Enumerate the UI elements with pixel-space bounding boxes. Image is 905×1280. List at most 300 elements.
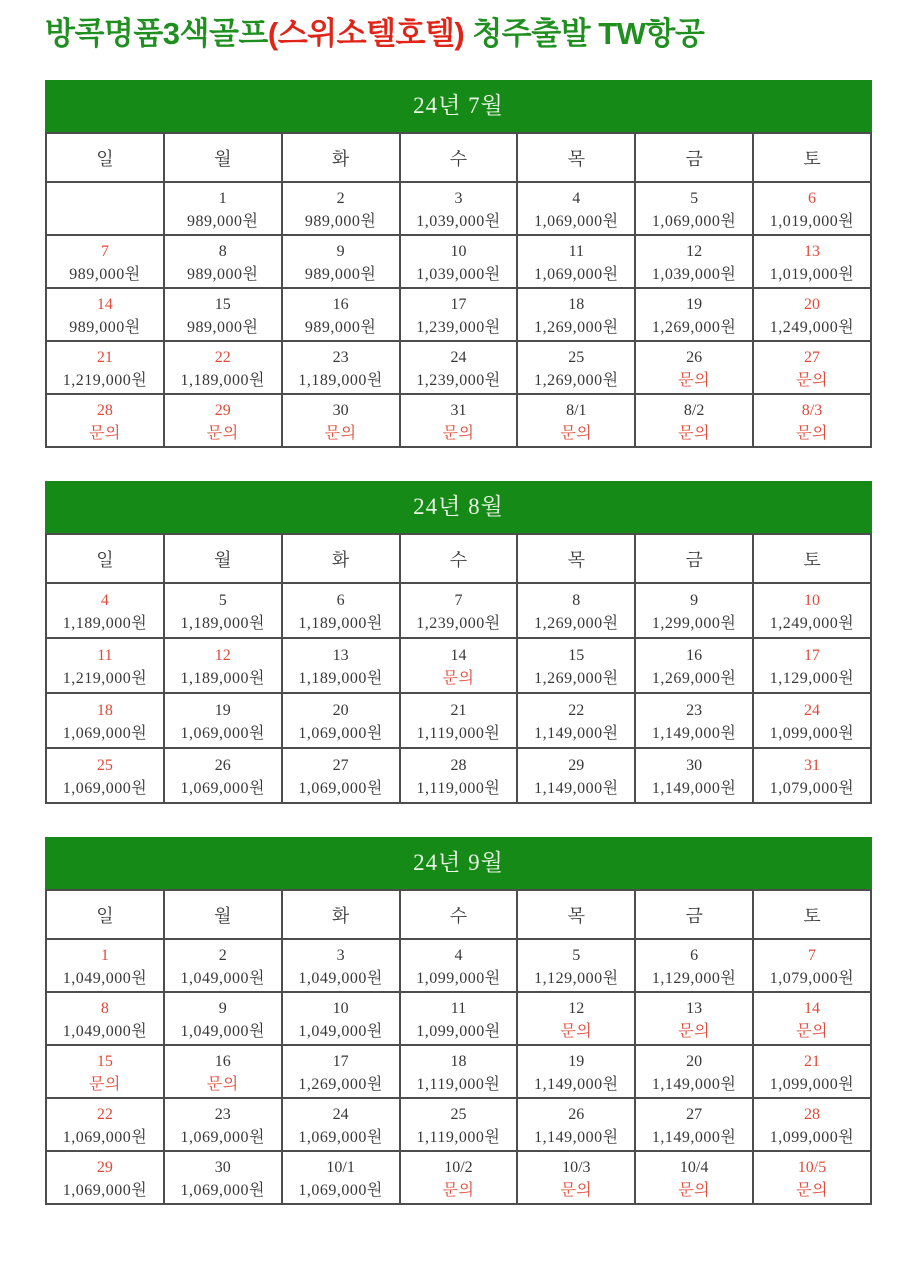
calendar-day-cell xyxy=(753,182,871,235)
date-label: 26 xyxy=(686,348,703,366)
price-label: 1,049,000원 xyxy=(298,969,383,987)
inquiry-label: 문의 xyxy=(796,1181,828,1199)
date-label: 29 xyxy=(568,756,585,774)
date-label: 24 xyxy=(804,701,821,719)
price-label: 1,039,000원 xyxy=(416,265,501,283)
calendar-day-cell xyxy=(164,638,282,693)
date-label: 2 xyxy=(218,946,227,964)
calendar-day-cell xyxy=(282,693,400,748)
month-header-august: 24년 8월 xyxy=(45,481,872,533)
price-label: 1,149,000원 xyxy=(534,1075,619,1093)
date-label: 17 xyxy=(450,295,467,313)
inquiry-label: 문의 xyxy=(560,1181,593,1199)
calendar-week-row xyxy=(46,394,871,447)
inquiry-label: 문의 xyxy=(206,1075,239,1093)
calendar-day-cell xyxy=(635,288,753,341)
date-label: 3 xyxy=(454,189,463,207)
inquiry-label: 문의 xyxy=(206,424,239,442)
date-label: 16 xyxy=(332,295,349,313)
price-label: 1,239,000원 xyxy=(416,614,501,632)
calendar-day-cell xyxy=(753,748,871,803)
price-label: 1,079,000원 xyxy=(769,779,855,797)
inquiry-label: 문의 xyxy=(678,1022,711,1040)
calendar-day-cell xyxy=(282,1151,400,1204)
calendar-day-cell xyxy=(282,939,400,992)
price-label: 1,119,000원 xyxy=(416,724,501,742)
date-label: 20 xyxy=(804,295,821,313)
calendar-day-cell xyxy=(517,1045,635,1098)
price-label: 1,149,000원 xyxy=(651,779,737,797)
calendar-month-july xyxy=(45,80,872,448)
price-label: 1,119,000원 xyxy=(416,1128,501,1146)
calendar-day-cell xyxy=(164,693,282,748)
date-label: 20 xyxy=(686,1052,703,1070)
calendar-day-cell xyxy=(164,992,282,1045)
price-label: 1,129,000원 xyxy=(651,969,737,987)
calendar-day-cell xyxy=(46,583,164,638)
date-label: 10/3 xyxy=(562,1158,591,1176)
calendar-day-cell xyxy=(282,1098,400,1151)
date-label: 16 xyxy=(686,646,703,664)
price-label: 989,000원 xyxy=(187,318,259,336)
date-label: 26 xyxy=(214,756,231,774)
date-label: 13 xyxy=(686,999,703,1017)
calendar-day-cell xyxy=(753,1151,871,1204)
calendar-day-cell xyxy=(46,1098,164,1151)
calendar-day-cell xyxy=(164,583,282,638)
calendar-day-cell xyxy=(164,288,282,341)
calendar-day-cell xyxy=(517,394,635,447)
inquiry-label: 문의 xyxy=(796,424,828,442)
inquiry-label: 문의 xyxy=(88,424,121,442)
date-label: 21 xyxy=(450,701,467,719)
date-label: 16 xyxy=(214,1052,231,1070)
date-label: 6 xyxy=(690,946,699,964)
date-label: 13 xyxy=(804,242,821,260)
calendar-day-cell xyxy=(753,235,871,288)
calendar-day-cell xyxy=(400,394,518,447)
date-label: 23 xyxy=(686,701,703,719)
calendar-day-cell xyxy=(635,583,753,638)
weekday-label-1: 월 xyxy=(164,133,282,182)
price-label: 1,069,000원 xyxy=(180,1128,265,1146)
date-label: 4 xyxy=(572,189,581,207)
weekday-label-4: 목 xyxy=(517,534,635,583)
price-label: 1,049,000원 xyxy=(62,969,148,987)
weekday-label-4: 목 xyxy=(517,890,635,939)
calendar-week-row xyxy=(46,693,871,748)
calendar-month-september xyxy=(45,837,872,1205)
calendar-day-cell xyxy=(635,693,753,748)
date-label: 31 xyxy=(804,756,821,774)
calendar-day-cell xyxy=(400,341,518,394)
date-label: 3 xyxy=(336,946,345,964)
date-label: 5 xyxy=(572,946,581,964)
price-label: 1,129,000원 xyxy=(769,669,855,687)
date-label: 15 xyxy=(568,646,585,664)
calendar-day-cell xyxy=(400,939,518,992)
price-label: 989,000원 xyxy=(304,318,377,336)
price-label: 1,219,000원 xyxy=(62,669,148,687)
calendar-day-cell xyxy=(635,992,753,1045)
price-label: 1,129,000원 xyxy=(534,969,619,987)
calendar-day-cell xyxy=(282,288,400,341)
date-label: 28 xyxy=(450,756,467,774)
weekday-label-0: 일 xyxy=(46,890,164,939)
date-label: 8/1 xyxy=(566,401,587,419)
calendar-day-cell xyxy=(635,1098,753,1151)
price-label: 989,000원 xyxy=(187,265,259,283)
price-label: 1,119,000원 xyxy=(416,779,501,797)
date-label: 30 xyxy=(332,401,349,419)
calendar-week-row xyxy=(46,992,871,1045)
calendar-day-cell xyxy=(400,288,518,341)
date-label: 9 xyxy=(336,242,345,260)
calendar-day-cell xyxy=(400,638,518,693)
calendar-day-cell xyxy=(400,992,518,1045)
date-label: 24 xyxy=(332,1105,349,1123)
date-label: 22 xyxy=(214,348,231,366)
price-label: 1,069,000원 xyxy=(298,1128,383,1146)
inquiry-label: 문의 xyxy=(678,371,711,389)
page-title xyxy=(45,14,905,54)
calendar-day-cell xyxy=(282,748,400,803)
price-label: 1,069,000원 xyxy=(651,212,737,230)
price-label: 1,069,000원 xyxy=(62,1128,148,1146)
date-label: 8 xyxy=(218,242,227,260)
date-label: 29 xyxy=(96,1158,113,1176)
calendar-day-cell xyxy=(753,638,871,693)
price-label: 1,069,000원 xyxy=(180,1181,265,1199)
price-label: 1,249,000원 xyxy=(769,614,855,632)
price-label: 1,269,000원 xyxy=(534,669,619,687)
calendar-day-cell xyxy=(753,394,871,447)
calendar-day-cell xyxy=(635,939,753,992)
price-label: 989,000원 xyxy=(187,212,259,230)
calendar-day-cell xyxy=(282,235,400,288)
calendar-day-cell xyxy=(517,939,635,992)
calendar-day-cell xyxy=(46,939,164,992)
calendar-week-row xyxy=(46,341,871,394)
date-label: 31 xyxy=(450,401,467,419)
weekday-label-6: 토 xyxy=(753,133,871,182)
date-label: 14 xyxy=(96,295,113,313)
calendar-day-cell xyxy=(46,341,164,394)
inquiry-label: 문의 xyxy=(88,1075,121,1093)
inquiry-label: 문의 xyxy=(560,424,593,442)
price-label: 1,049,000원 xyxy=(62,1022,148,1040)
date-label: 4 xyxy=(100,591,109,609)
calendar-day-cell xyxy=(753,939,871,992)
month-header-july: 24년 7월 xyxy=(45,80,872,132)
price-label: 1,269,000원 xyxy=(651,318,737,336)
price-label: 1,189,000원 xyxy=(298,614,383,632)
calendar-week-row xyxy=(46,1098,871,1151)
price-label: 1,049,000원 xyxy=(180,1022,265,1040)
date-label: 5 xyxy=(690,189,699,207)
price-label: 989,000원 xyxy=(69,265,141,283)
calendar-day-cell xyxy=(282,992,400,1045)
price-label: 1,039,000원 xyxy=(651,265,737,283)
calendar-day-cell xyxy=(46,748,164,803)
calendar-day-cell xyxy=(164,235,282,288)
calendar-day-cell xyxy=(517,235,635,288)
weekday-label-1: 월 xyxy=(164,890,282,939)
price-label: 1,189,000원 xyxy=(62,614,148,632)
calendar-day-cell xyxy=(635,748,753,803)
calendar-day-cell xyxy=(46,394,164,447)
calendar-day-cell xyxy=(753,1098,871,1151)
calendar-day-cell xyxy=(164,1045,282,1098)
weekday-label-2: 화 xyxy=(282,890,400,939)
calendar-day-cell xyxy=(400,1045,518,1098)
weekday-label-2: 화 xyxy=(282,534,400,583)
calendar-table-july xyxy=(45,132,872,448)
date-label: 21 xyxy=(804,1052,821,1070)
inquiry-label: 문의 xyxy=(678,424,711,442)
date-label: 17 xyxy=(332,1052,349,1070)
inquiry-label: 문의 xyxy=(442,1181,475,1199)
date-label: 18 xyxy=(568,295,585,313)
price-label: 1,119,000원 xyxy=(416,1075,501,1093)
date-label: 18 xyxy=(96,701,113,719)
date-label: 11 xyxy=(97,646,113,664)
date-label: 26 xyxy=(568,1105,585,1123)
price-label: 1,149,000원 xyxy=(651,1075,737,1093)
calendar-day-cell xyxy=(517,992,635,1045)
calendar-day-cell xyxy=(46,235,164,288)
price-label: 1,099,000원 xyxy=(416,1022,501,1040)
price-label: 1,019,000원 xyxy=(769,265,855,283)
date-label: 28 xyxy=(96,401,113,419)
weekday-label-6: 토 xyxy=(753,534,871,583)
calendar-week-row xyxy=(46,939,871,992)
calendar-day-cell xyxy=(517,1098,635,1151)
calendar-day-cell xyxy=(282,341,400,394)
date-label: 22 xyxy=(568,701,585,719)
date-label: 10/1 xyxy=(326,1158,355,1176)
price-label: 1,049,000원 xyxy=(180,969,265,987)
price-label: 1,079,000원 xyxy=(769,969,855,987)
price-label: 1,069,000원 xyxy=(298,1181,383,1199)
calendar-day-cell xyxy=(400,1098,518,1151)
price-label: 1,069,000원 xyxy=(298,779,383,797)
calendar-day-cell xyxy=(282,583,400,638)
calendar-day-cell xyxy=(517,748,635,803)
calendar-day-cell xyxy=(753,288,871,341)
price-label: 1,189,000원 xyxy=(180,614,265,632)
date-label: 6 xyxy=(808,189,817,207)
weekday-label-0: 일 xyxy=(46,133,164,182)
title-red-part: (스위소텔호텔) xyxy=(267,16,465,51)
price-label: 1,069,000원 xyxy=(180,724,265,742)
price-label: 1,269,000원 xyxy=(651,669,737,687)
price-label: 1,269,000원 xyxy=(298,1075,383,1093)
calendar-day-cell xyxy=(753,341,871,394)
inquiry-label: 문의 xyxy=(442,669,475,687)
calendar-day-cell xyxy=(400,583,518,638)
date-label: 30 xyxy=(214,1158,231,1176)
weekday-header-row xyxy=(46,534,871,583)
calendar-day-cell xyxy=(400,235,518,288)
calendar-week-row xyxy=(46,638,871,693)
weekday-label-5: 금 xyxy=(635,133,753,182)
date-label: 10 xyxy=(450,242,467,260)
date-label: 9 xyxy=(218,999,227,1017)
price-label: 1,249,000원 xyxy=(769,318,855,336)
price-label: 1,149,000원 xyxy=(534,724,619,742)
date-label: 15 xyxy=(214,295,231,313)
calendar-day-cell xyxy=(282,638,400,693)
calendar-day-cell xyxy=(635,341,753,394)
price-label: 1,049,000원 xyxy=(298,1022,383,1040)
inquiry-label: 문의 xyxy=(678,1181,711,1199)
inquiry-label: 문의 xyxy=(796,1022,828,1040)
date-label: 10 xyxy=(332,999,349,1017)
calendar-day-cell xyxy=(46,992,164,1045)
calendar-month-august xyxy=(45,481,872,804)
calendar-day-cell xyxy=(164,1098,282,1151)
date-label: 15 xyxy=(96,1052,113,1070)
calendar-day-cell xyxy=(46,288,164,341)
calendar-day-cell xyxy=(635,1045,753,1098)
date-label: 8/2 xyxy=(683,401,705,419)
date-label: 6 xyxy=(336,591,345,609)
date-label: 27 xyxy=(332,756,349,774)
date-label: 7 xyxy=(808,946,817,964)
calendar-day-cell xyxy=(635,638,753,693)
calendar-week-row xyxy=(46,1045,871,1098)
price-label: 1,239,000원 xyxy=(416,318,501,336)
calendar-day-cell xyxy=(46,1151,164,1204)
date-label: 4 xyxy=(454,946,463,964)
date-label: 25 xyxy=(568,348,585,366)
price-label: 1,269,000원 xyxy=(534,371,619,389)
date-label: 8/3 xyxy=(801,401,823,419)
calendar-day-cell xyxy=(46,638,164,693)
date-label: 10/4 xyxy=(679,1158,709,1176)
date-label: 27 xyxy=(804,348,821,366)
calendar-day-cell xyxy=(46,693,164,748)
date-label: 11 xyxy=(568,242,584,260)
calendar-day-cell xyxy=(517,1151,635,1204)
date-label: 1 xyxy=(100,946,109,964)
weekday-label-3: 수 xyxy=(400,890,518,939)
date-label: 9 xyxy=(690,591,699,609)
calendar-day-cell xyxy=(164,1151,282,1204)
weekday-label-0: 일 xyxy=(46,534,164,583)
price-label: 989,000원 xyxy=(304,212,377,230)
calendar-week-row xyxy=(46,235,871,288)
calendar-day-cell xyxy=(164,394,282,447)
price-label: 1,069,000원 xyxy=(534,265,619,283)
date-label: 14 xyxy=(804,999,821,1017)
calendar-day-cell xyxy=(517,638,635,693)
price-label: 1,189,000원 xyxy=(298,669,383,687)
calendar-day-cell xyxy=(282,182,400,235)
date-label: 21 xyxy=(96,348,113,366)
price-label: 1,149,000원 xyxy=(651,1128,737,1146)
price-label: 1,269,000원 xyxy=(534,614,619,632)
calendar-week-row xyxy=(46,748,871,803)
date-label: 11 xyxy=(450,999,467,1017)
date-label: 10 xyxy=(804,591,821,609)
inquiry-label: 문의 xyxy=(560,1022,593,1040)
date-label: 8 xyxy=(100,999,109,1017)
calendar-day-cell xyxy=(164,748,282,803)
date-label: 5 xyxy=(218,591,227,609)
weekday-label-3: 수 xyxy=(400,133,518,182)
calendar-day-cell xyxy=(517,693,635,748)
calendar-day-cell xyxy=(635,235,753,288)
price-label: 1,069,000원 xyxy=(298,724,383,742)
weekday-header-row xyxy=(46,133,871,182)
weekday-header-row xyxy=(46,890,871,939)
weekday-label-2: 화 xyxy=(282,133,400,182)
month-header-september: 24년 9월 xyxy=(45,837,872,889)
title-green-part-1: 방콕명품3색골프 xyxy=(45,16,268,51)
calendar-day-cell xyxy=(517,583,635,638)
price-label: 1,189,000원 xyxy=(298,371,383,389)
calendar-day-cell xyxy=(517,288,635,341)
calendar-table-september xyxy=(45,889,872,1205)
price-label: 989,000원 xyxy=(304,265,377,283)
calendar-day-cell xyxy=(517,182,635,235)
date-label: 10/5 xyxy=(797,1158,827,1176)
weekday-label-1: 월 xyxy=(164,534,282,583)
price-label: 1,219,000원 xyxy=(62,371,148,389)
price-label: 1,189,000원 xyxy=(180,371,265,389)
price-label: 1,299,000원 xyxy=(651,614,737,632)
date-label: 14 xyxy=(450,646,467,664)
calendar-day-cell xyxy=(46,182,164,235)
date-label: 27 xyxy=(686,1105,703,1123)
weekday-label-4: 목 xyxy=(517,133,635,182)
calendar-day-cell xyxy=(164,341,282,394)
date-label: 13 xyxy=(332,646,349,664)
weekday-label-5: 금 xyxy=(635,534,753,583)
date-label: 24 xyxy=(450,348,467,366)
date-label: 12 xyxy=(686,242,703,260)
price-label: 1,269,000원 xyxy=(534,318,619,336)
calendar-day-cell xyxy=(400,182,518,235)
date-label: 23 xyxy=(332,348,349,366)
price-label: 1,069,000원 xyxy=(62,1181,148,1199)
date-label: 25 xyxy=(450,1105,467,1123)
date-label: 12 xyxy=(568,999,585,1017)
calendar-day-cell xyxy=(753,583,871,638)
calendar-day-cell xyxy=(282,394,400,447)
calendar-day-cell xyxy=(400,748,518,803)
price-label: 1,099,000원 xyxy=(769,1128,855,1146)
calendar-day-cell xyxy=(635,1151,753,1204)
calendar-day-cell xyxy=(282,1045,400,1098)
price-label: 1,149,000원 xyxy=(534,1128,619,1146)
calendar-week-row xyxy=(46,583,871,638)
price-label: 1,099,000원 xyxy=(769,724,855,742)
date-label: 22 xyxy=(96,1105,113,1123)
price-label: 989,000원 xyxy=(69,318,141,336)
date-label: 8 xyxy=(572,591,581,609)
price-label: 1,099,000원 xyxy=(416,969,501,987)
price-label: 1,019,000원 xyxy=(769,212,855,230)
date-label: 20 xyxy=(332,701,349,719)
calendar-day-cell xyxy=(46,1045,164,1098)
date-label: 1 xyxy=(218,189,227,207)
calendar-day-cell xyxy=(753,1045,871,1098)
date-label: 19 xyxy=(214,701,231,719)
calendar-day-cell xyxy=(164,939,282,992)
